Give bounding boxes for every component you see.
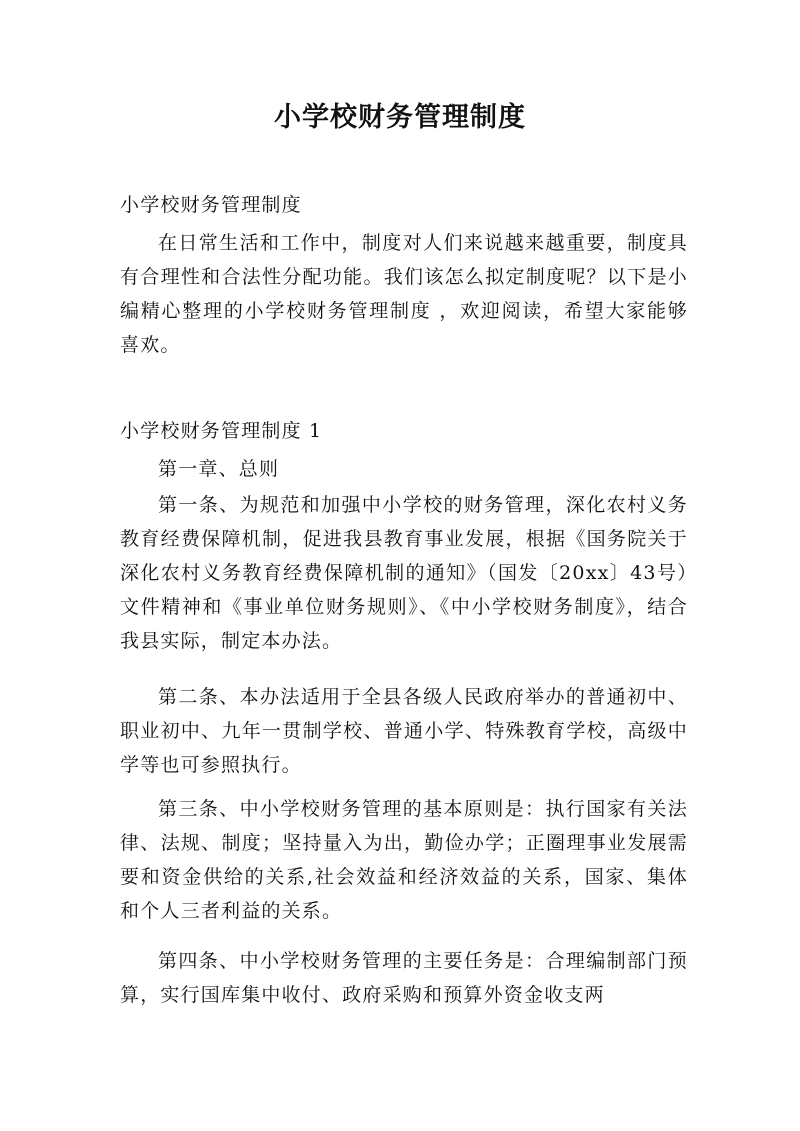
- article-paragraph-2: 第二条、本办法适用于全县各级人民政府举办的普通初中、职业初中、九年一贯制学校、普通小学、特殊教育学校，高级中学等也可参照执行。: [120, 686, 688, 776]
- intro-paragraph: 在日常生活和工作中，制度对人们来说越来越重要，制度具有合理性和合法性分配功能。我们该怎么拟定制度呢？以下是小编精心整理的小学校财务管理制度 ，欢迎阅读，希望大家能够喜欢。: [120, 232, 688, 356]
- chapter-heading: 第一章、总则: [158, 458, 280, 480]
- article-paragraph-4: 第四条、中小学校财务管理的主要任务是：合理编制部门预算，实行国库集中收付、政府采购和预算外资金收支两: [120, 950, 688, 1006]
- document-title: 小学校财务管理制度: [274, 102, 526, 133]
- article-paragraph-3: 第三条、中小学校财务管理的基本原则是：执行国家有关法律、法规、制度；坚持量入为出，勤俭办学；正圈理事业发展需要和资金供给的关系,社会效益和经济效益的关系，国家、集体和个人三者利益的关系。: [120, 798, 688, 922]
- document-subtitle: 小学校财务管理制度: [120, 194, 302, 216]
- section-heading: 小学校财务管理制度 1: [120, 420, 323, 442]
- article-paragraph-1: 第一条、为规范和加强中小学校的财务管理，深化农村义务教育经费保障机制，促进我县教育事业发展，根据《国务院关于深化农村义务教育经费保障机制的通知》（国发〔20xx〕43号）文件精神和《事业单位财务规则》、《中小学校财务制度》，结合我县实际，制定本办法。: [120, 494, 688, 652]
